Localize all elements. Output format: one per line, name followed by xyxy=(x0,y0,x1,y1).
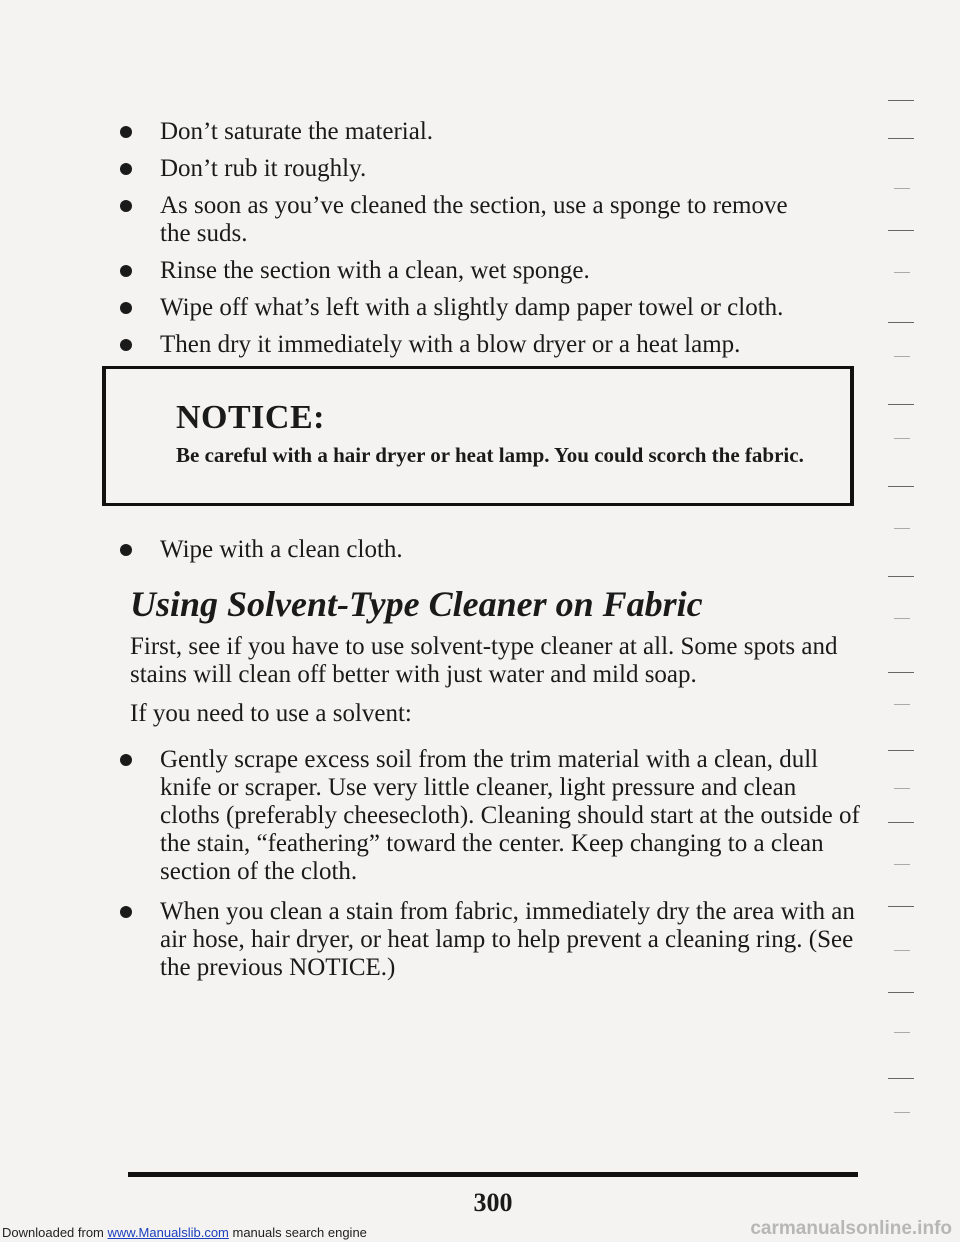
binding-mark xyxy=(888,230,914,231)
binding-mark xyxy=(894,618,910,619)
binding-marks xyxy=(888,100,924,1140)
list-item: Rinse the section with a clean, wet sponge. xyxy=(60,257,860,285)
list-item: When you clean a stain from fabric, immediately dry the area with an air hose, hair dryer, or heat lamp to help prevent a cleaning ring. (See the previous NOTICE.) xyxy=(60,898,860,982)
notice-box xyxy=(102,366,854,506)
mid-bullet-section xyxy=(60,536,860,573)
binding-mark xyxy=(888,322,914,323)
bullet-icon xyxy=(120,265,132,277)
binding-mark xyxy=(888,576,914,577)
bullet-icon xyxy=(120,339,132,351)
intro-paragraph: First, see if you have to use solvent-type cleaner at all. Some spots and stains will clean off better with just water and mild soap. xyxy=(130,633,838,688)
bullet-icon xyxy=(120,544,132,556)
bullet-icon xyxy=(120,302,132,314)
binding-mark xyxy=(894,528,910,529)
binding-mark xyxy=(894,864,910,865)
binding-mark xyxy=(888,672,914,673)
top-bullet-section xyxy=(60,118,860,368)
bullet-icon xyxy=(120,200,132,212)
binding-mark xyxy=(894,188,910,189)
bottom-rule xyxy=(128,1172,858,1177)
page-number: 300 xyxy=(473,1188,513,1217)
top-bullet-list xyxy=(60,118,860,359)
binding-mark xyxy=(888,138,914,139)
bullet-icon xyxy=(120,126,132,138)
binding-mark xyxy=(894,272,910,273)
mid-bullet-list xyxy=(60,536,860,564)
list-item: Wipe off what’s left with a slightly damp paper towel or cloth. xyxy=(60,294,860,322)
binding-mark xyxy=(888,1078,914,1079)
binding-mark xyxy=(894,704,910,705)
bullet-icon xyxy=(120,754,132,766)
binding-mark xyxy=(888,992,914,993)
section-heading: Using Solvent-Type Cleaner on Fabric xyxy=(130,584,703,624)
binding-mark xyxy=(894,1112,910,1113)
binding-mark xyxy=(888,906,914,907)
bullet-icon xyxy=(120,906,132,918)
list-item: Wipe with a clean cloth. xyxy=(60,536,860,564)
bottom-bullet-list xyxy=(60,746,860,982)
binding-mark xyxy=(894,438,910,439)
binding-mark xyxy=(888,822,914,823)
bullet-icon xyxy=(120,163,132,175)
notice-title: NOTICE: xyxy=(176,399,325,436)
site-watermark: carmanualsonline.info xyxy=(750,1218,952,1239)
binding-mark xyxy=(888,486,914,487)
binding-mark xyxy=(894,950,910,951)
binding-mark xyxy=(894,788,910,789)
list-item: Don’t saturate the material. xyxy=(60,118,860,146)
list-item: As soon as you’ve cleaned the section, use a sponge to remove the suds. xyxy=(60,192,820,248)
binding-mark xyxy=(894,356,910,357)
download-watermark: Downloaded from www.Manualslib.com manuals search engine xyxy=(2,1225,367,1240)
binding-mark xyxy=(888,750,914,751)
manualslib-link[interactable]: www.Manualslib.com xyxy=(107,1225,229,1240)
bottom-bullet-section xyxy=(60,746,860,991)
binding-mark xyxy=(894,1032,910,1033)
lead-paragraph: If you need to use a solvent: xyxy=(130,700,412,727)
binding-mark xyxy=(888,100,914,101)
binding-mark xyxy=(888,404,914,405)
list-item: Then dry it immediately with a blow dryer or a heat lamp. xyxy=(60,331,860,359)
list-item: Don’t rub it roughly. xyxy=(60,155,860,183)
notice-text: Be careful with a hair dryer or heat lamp. You could scorch the fabric. xyxy=(176,443,804,467)
list-item: Gently scrape excess soil from the trim material with a clean, dull knife or scraper. Use very little cleaner, light pressure and clean cloths (preferably cheesecloth). Cleaning should start at the outside of the stain, “feathering” toward the center. Keep changing to a clean section of the cloth. xyxy=(60,746,860,886)
